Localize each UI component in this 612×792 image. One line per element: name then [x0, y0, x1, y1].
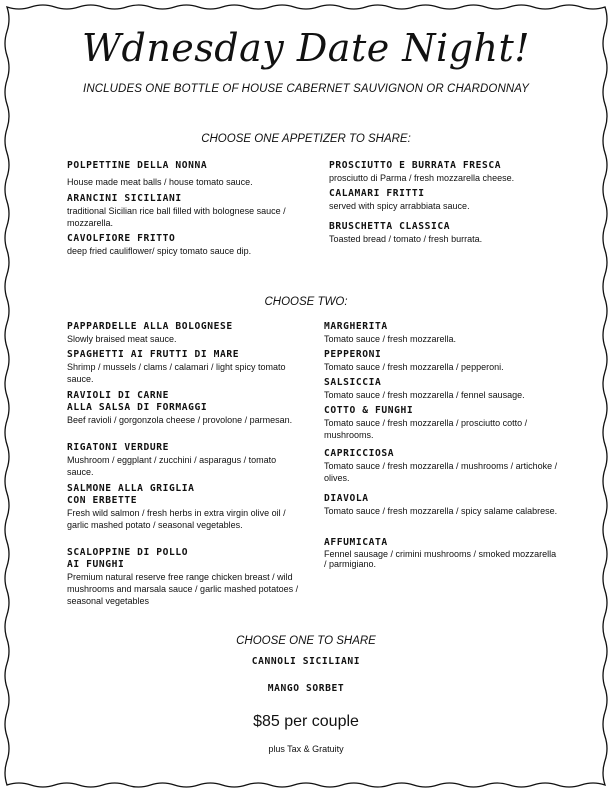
dish-name: BRUSCHETTA CLASSICA	[329, 221, 451, 232]
main-item	[67, 547, 299, 607]
mains-heading: CHOOSE TWO:	[264, 296, 348, 308]
main-item	[67, 390, 297, 426]
dish-name: SPAGHETTI AI FRUTTI DI MARE	[67, 349, 240, 360]
dish-description: Fennel sausage / crimini mushrooms / smoked mozzarella / parmigiano.	[324, 549, 557, 569]
dish-name: PROSCIUTTO E BURRATA FRESCA	[329, 160, 502, 171]
dish-description: Slowly braised meat sauce.	[67, 334, 177, 344]
dish-name: SALSICCIA	[324, 377, 382, 388]
main-item	[324, 377, 559, 401]
dish-description: served with spicy arrabbiata sauce.	[329, 201, 470, 211]
main-item	[324, 349, 559, 373]
dish-name: COTTO & FUNGHI	[324, 405, 414, 416]
dish-name: MARGHERITA	[324, 321, 388, 332]
dish-description: Toasted bread / tomato / fresh burrata.	[329, 234, 483, 244]
dish-description: Tomato sauce / fresh mozzarella / mushrooms / artichoke / olives.	[324, 461, 558, 483]
dish-name: CAVOLFIORE FRITTO	[67, 233, 176, 244]
dish-description: Fresh wild salmon / fresh herbs in extra virgin olive oil / garlic mashed potato / seasonal vegetables.	[67, 508, 286, 530]
dish-name: PEPPERONI	[324, 349, 382, 360]
main-item	[324, 405, 559, 441]
dish-description: traditional Sicilian rice ball filled with bolognese sauce / mozzarella.	[67, 206, 286, 228]
dish-name: SALMONE ALLA GRIGLIA CON ERBETTE	[67, 483, 195, 506]
appetizer-heading: CHOOSE ONE APPETIZER TO SHARE:	[201, 133, 411, 145]
main-item	[324, 321, 559, 345]
appetizer-item	[329, 221, 559, 245]
dish-description: Beef ravioli / gorgonzola cheese / provolone / parmesan.	[67, 415, 293, 425]
dish-description: Mushroom / eggplant / zucchini / asparagus / tomato sauce.	[67, 455, 277, 477]
dish-name: CALAMARI FRITTI	[329, 188, 425, 199]
dish-name: RIGATONI VERDURE	[67, 442, 170, 453]
appetizer-item	[67, 160, 292, 188]
dish-name: ARANCINI SICILIANI	[67, 193, 182, 204]
appetizer-item	[67, 193, 292, 229]
main-item	[324, 493, 559, 517]
menu-title: Wdnesday Date Night!	[81, 26, 531, 70]
dish-name: POLPETTINE DELLA NONNA	[67, 160, 208, 171]
dish-description: Tomato sauce / fresh mozzarella / spicy salame calabrese.	[324, 506, 558, 516]
dish-description: Tomato sauce / fresh mozzarella / fennel sausage.	[324, 390, 525, 400]
price: $85 per couple	[253, 713, 359, 730]
dish-name: DIAVOLA	[324, 493, 369, 504]
menu-subtitle: INCLUDES ONE BOTTLE OF HOUSE CABERNET SAUVIGNON OR CHARDONNAY	[83, 83, 529, 95]
dish-name: SCALOPPINE DI POLLO AI FUNGHI	[67, 547, 189, 570]
main-item	[67, 321, 297, 345]
price-note: plus Tax & Gratuity	[268, 744, 344, 754]
dish-description: Tomato sauce / fresh mozzarella / pepperoni.	[324, 362, 504, 372]
dish-name: RAVIOLI DI CARNE ALLA SALSA DI FORMAGGI	[67, 390, 208, 413]
dish-name: PAPPARDELLE ALLA BOLOGNESE	[67, 321, 233, 332]
main-item	[67, 442, 297, 478]
main-item	[67, 349, 297, 385]
main-item	[324, 537, 559, 569]
appetizer-item	[329, 160, 559, 184]
appetizer-item	[329, 188, 559, 212]
dish-description: Premium natural reserve free range chicken breast / wild mushrooms and marsala sauce / garlic mashed potatoes / seasonal vegetables	[67, 572, 299, 606]
dish-description: Shrimp / mussels / clams / calamari / light spicy tomato sauce.	[67, 362, 286, 384]
dessert-item: CANNOLI SICILIANI	[251, 656, 361, 667]
dish-description: Tomato sauce / fresh mozzarella / prosciutto cotto / mushrooms.	[324, 418, 528, 440]
main-item	[324, 448, 559, 484]
appetizer-item	[67, 233, 292, 257]
dish-name: AFFUMICATA	[324, 537, 388, 548]
dessert-heading: CHOOSE ONE TO SHARE	[236, 635, 376, 647]
dessert-item: MANGO SORBET	[267, 683, 345, 694]
dish-description: House made meat balls / house tomato sauce.	[67, 177, 253, 187]
dish-description: deep fried cauliflower/ spicy tomato sauce dip.	[67, 246, 252, 256]
dish-name: CAPRICCIOSA	[324, 448, 395, 459]
dish-description: prosciutto di Parma / fresh mozzarella cheese.	[329, 173, 515, 183]
main-item	[67, 483, 297, 531]
dish-description: Tomato sauce / fresh mozzarella.	[324, 334, 457, 344]
